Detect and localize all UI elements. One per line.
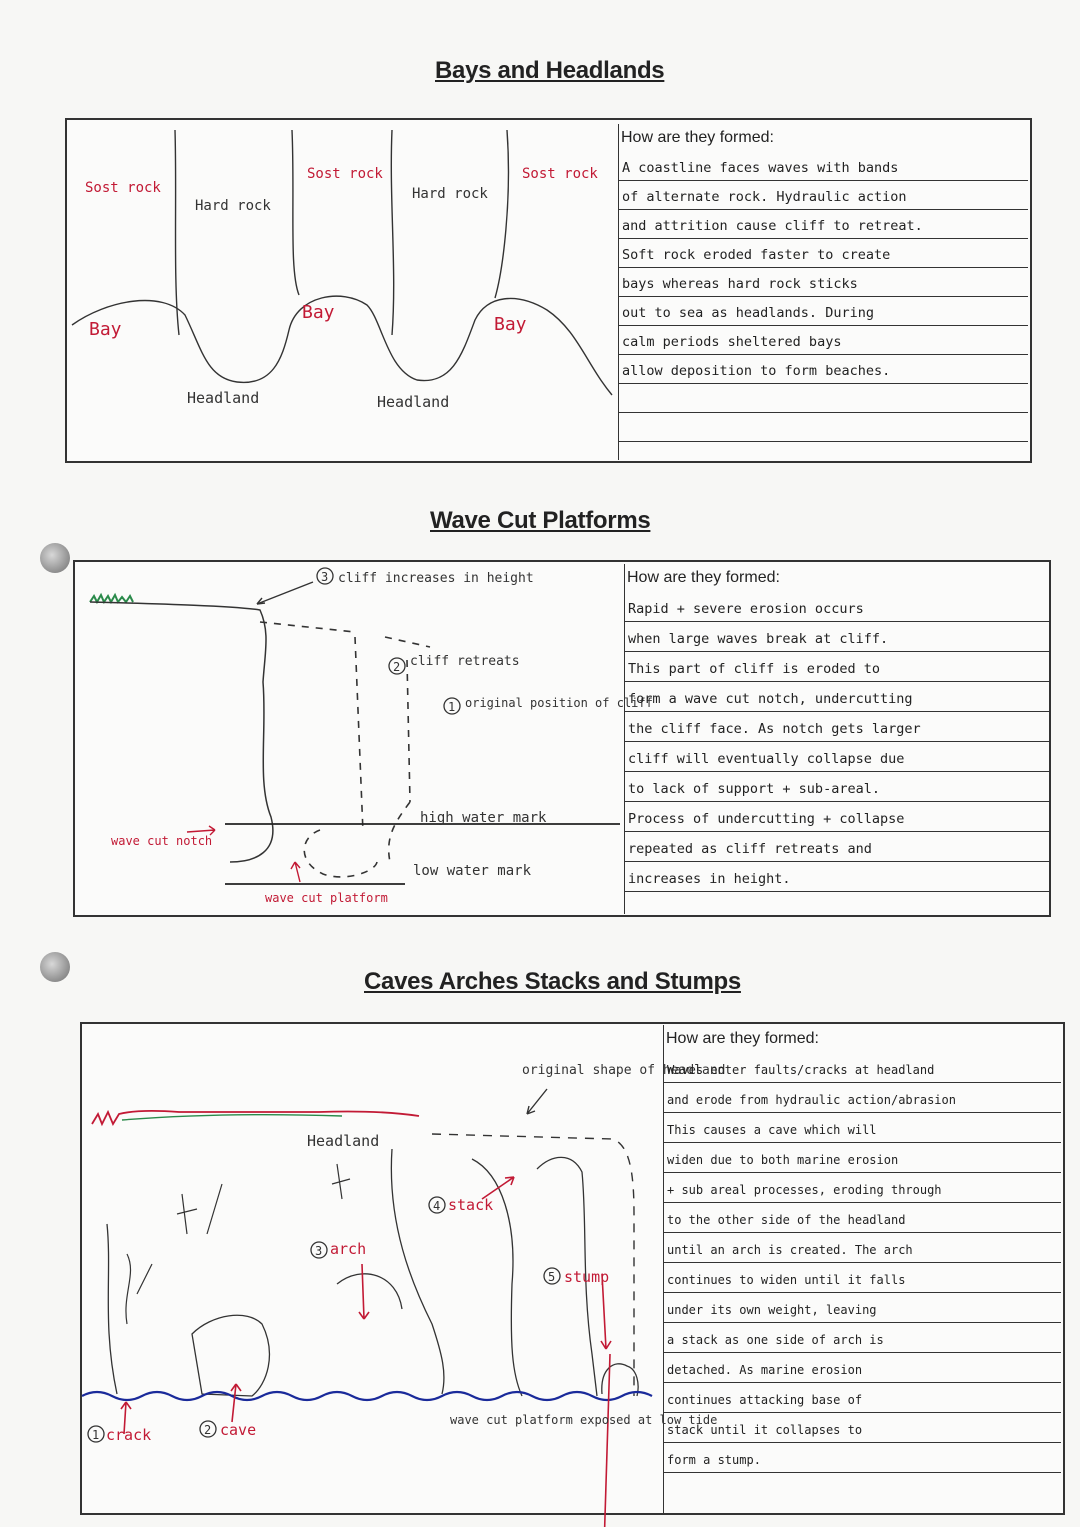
wave-cut-note-line: the cliff face. As notch gets larger [625, 712, 1049, 742]
wave-cut-label-3: cliff increases in height [338, 571, 534, 586]
caves-title: Caves Arches Stacks and Stumps [364, 968, 741, 995]
caves-note-line: until an arch is created. The arch [664, 1233, 1061, 1263]
bays-rock-label-2: Hard rock [195, 198, 271, 214]
caves-note-line: under its own weight, leaving [664, 1293, 1061, 1323]
bays-title: Bays and Headlands [435, 57, 665, 84]
caves-stack-label: stack [448, 1196, 494, 1214]
caves-headland-label: Headland [307, 1132, 380, 1150]
bays-note-line [619, 384, 1028, 413]
caves-original-shape-label: original shape of headland [522, 1063, 726, 1078]
caves-note-line: and erode from hydraulic action/abrasion [664, 1083, 1061, 1113]
wave-cut-low-water: low water mark [413, 863, 532, 879]
caves-notes-heading: How are they formed: [666, 1030, 819, 1047]
bays-note-line: bays whereas hard rock sticks [619, 268, 1028, 297]
wave-cut-high-water: high water mark [420, 810, 547, 826]
caves-note-line: + sub areal processes, eroding through [664, 1173, 1061, 1203]
bays-rock-label-3: Sost rock [307, 166, 383, 182]
bays-note-line: and attrition cause cliff to retreat. [619, 210, 1028, 239]
caves-note-line: continues to widen until it falls [664, 1263, 1061, 1293]
bays-notes-heading: How are they formed: [621, 129, 774, 146]
bays-note-line: allow deposition to form beaches. [619, 355, 1028, 384]
bays-bay-label-1: Bay [89, 319, 122, 340]
svg-text:3: 3 [315, 1244, 323, 1258]
bays-note-line: calm periods sheltered bays [619, 326, 1028, 355]
wave-cut-note-line: Process of undercutting + collapse [625, 802, 1049, 832]
caves-cave-label: cave [220, 1421, 257, 1439]
wave-cut-label-1: original position of cliff [465, 696, 653, 710]
wave-cut-note-line: when large waves break at cliff. [625, 622, 1049, 652]
caves-platform-label: wave cut platform exposed at low tide [450, 1413, 718, 1427]
wave-cut-notch: wave cut notch [111, 834, 213, 848]
wave-cut-notes-heading: How are they formed: [627, 569, 780, 586]
bays-headland-label-2: Headland [377, 393, 450, 411]
caves-note-line: This causes a cave which will [664, 1113, 1061, 1143]
svg-text:1: 1 [92, 1428, 100, 1442]
caves-notes [663, 1025, 1061, 1513]
svg-text:2: 2 [393, 660, 401, 674]
svg-text:3: 3 [321, 570, 329, 584]
caves-note-line: to the other side of the headland [664, 1203, 1061, 1233]
svg-text:1: 1 [448, 700, 456, 714]
wave-cut-note-line: repeated as cliff retreats and [625, 832, 1049, 862]
wave-cut-notes [624, 564, 1049, 914]
svg-text:4: 4 [433, 1199, 441, 1213]
bays-bay-label-3: Bay [494, 314, 527, 335]
bays-note-line [619, 413, 1028, 442]
punch-hole-top [40, 543, 70, 573]
wave-cut-note-line: increases in height. [625, 862, 1049, 892]
punch-hole-bottom [40, 952, 70, 982]
bays-note-line: of alternate rock. Hydraulic action [619, 181, 1028, 210]
bays-note-line: out to sea as headlands. During [619, 297, 1028, 326]
caves-crack-label: crack [106, 1426, 152, 1444]
svg-text:2: 2 [204, 1423, 212, 1437]
bays-notes [618, 124, 1028, 460]
caves-note-line: widen due to both marine erosion [664, 1143, 1061, 1173]
caves-note-line: form a stump. [664, 1443, 1061, 1473]
caves-note-line: Waves enter faults/cracks at headland [664, 1053, 1061, 1083]
bays-note-line: A coastline faces waves with bands [619, 152, 1028, 181]
caves-note-line: detached. As marine erosion [664, 1353, 1061, 1383]
wave-cut-diagram [75, 562, 653, 915]
caves-stump-label: stump [564, 1268, 610, 1286]
wave-cut-platform: wave cut platform [265, 891, 388, 905]
caves-arch-label: arch [330, 1240, 367, 1258]
caves-note-line: stack until it collapses to [664, 1413, 1061, 1443]
caves-note-line: continues attacking base of [664, 1383, 1061, 1413]
wave-cut-note-line: form a wave cut notch, undercutting [625, 682, 1049, 712]
wave-cut-label-2: cliff retreats [410, 654, 520, 669]
bays-rock-label-1: Sost rock [85, 180, 161, 196]
caves-note-line: a stack as one side of arch is [664, 1323, 1061, 1353]
bays-rock-label-4: Hard rock [412, 186, 488, 202]
wave-cut-note-line: cliff will eventually collapse due [625, 742, 1049, 772]
wave-cut-note-line: This part of cliff is eroded to [625, 652, 1049, 682]
bays-bay-label-2: Bay [302, 302, 335, 323]
svg-text:5: 5 [548, 1270, 556, 1284]
bays-note-line: Soft rock eroded faster to create [619, 239, 1028, 268]
bays-rock-label-5: Sost rock [522, 166, 598, 182]
wave-cut-note-line: to lack of support + sub-areal. [625, 772, 1049, 802]
wave-cut-title: Wave Cut Platforms [430, 507, 651, 534]
bays-diagram [67, 120, 619, 461]
wave-cut-note-line: Rapid + severe erosion occurs [625, 592, 1049, 622]
bays-headland-label-1: Headland [187, 389, 260, 407]
